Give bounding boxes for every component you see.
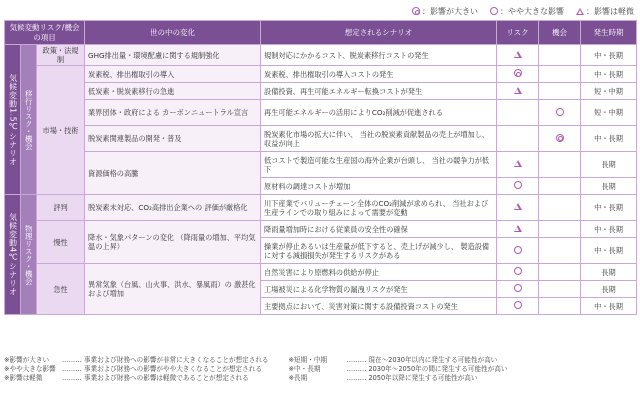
table-row <box>5 45 637 66</box>
double-circle-icon <box>412 7 420 15</box>
category-label: 慢性 <box>37 221 85 264</box>
circle-icon <box>514 267 522 275</box>
period-cell: 長期 <box>581 281 637 298</box>
change-cell: 降水・気象パターンの変化 （降雨量の増加、平均気温の上昇） <box>85 221 261 264</box>
group-label: 気候変動4℃シナリオ <box>5 195 21 315</box>
period-cell: 中・長期 <box>581 45 637 66</box>
risk-cell <box>497 298 539 315</box>
scenario-cell: 低コストで製造可能な生産国の海外企業が台頭し、 当社の競争力が低下 <box>261 152 497 178</box>
footnote-key: ※長期 <box>288 373 308 382</box>
legend-item-medium <box>490 6 564 17</box>
change-cell: 業界団体・政府による カーボンニュートラル宣言 <box>85 100 261 126</box>
risk-cell <box>497 221 539 238</box>
period-cell: 短・中期 <box>581 83 637 100</box>
footnote-text: ……… 現在〜2030年以内に発生する可能性が高い <box>346 356 498 364</box>
triangle-icon <box>514 203 522 210</box>
header-scenario: 想定されるシナリオ <box>261 21 497 45</box>
opportunity-cell <box>539 195 581 221</box>
risk-cell <box>497 238 539 264</box>
scenario-cell: 原材料の調達コストが増加 <box>261 178 497 195</box>
circle-icon <box>556 108 564 116</box>
triangle-icon <box>514 87 522 94</box>
opportunity-cell <box>539 45 581 66</box>
circle-icon <box>514 284 522 292</box>
risk-cell <box>497 126 539 152</box>
double-circle-icon <box>556 134 564 142</box>
header-item: 気候変動リスク/機会の項目 <box>5 21 85 45</box>
group-sublabel: 物理リスク・機会 <box>21 195 37 315</box>
change-cell: 炭素税、排出権取引の導入 <box>85 66 261 83</box>
change-cell: 低炭素・脱炭素移行の急進 <box>85 83 261 100</box>
period-cell: 中・長期 <box>581 126 637 152</box>
footnote-key: ※やや大きな影響 <box>4 364 56 373</box>
footnote-key: ※影響は軽微 <box>4 373 43 382</box>
opportunity-cell <box>539 100 581 126</box>
period-cell: 中・長期 <box>581 238 637 264</box>
scenario-cell: 炭素税、排出権取引の導入コストの発生 <box>261 66 497 83</box>
scenario-cell: 脱炭素化市場の拡大に伴い、 当社の脱炭素貢献製品の売上が増加し、収益が向上 <box>261 126 497 152</box>
footnote-key: ※影響が大きい <box>4 356 50 364</box>
change-cell: 脱炭素関連製品の開発・普及 <box>85 126 261 152</box>
scenario-cell: 川下産業でバリューチェーン全体のCO₂削減が求められ、 当社および生産ラインでの取り組みによって需要が変動 <box>261 195 497 221</box>
triangle-icon <box>514 51 522 58</box>
footnote-text: ……… 事業および財務への影響がやや大きくなることが想定される <box>62 364 262 373</box>
category-label: 急性 <box>37 264 85 315</box>
risk-cell <box>497 152 539 178</box>
risk-cell <box>497 178 539 195</box>
opportunity-cell <box>539 152 581 178</box>
opportunity-cell <box>539 238 581 264</box>
table-row <box>5 100 637 126</box>
risk-cell <box>497 264 539 281</box>
legend-label: ：影響は軽微 <box>586 6 634 16</box>
triangle-icon <box>514 225 522 232</box>
change-cell: GHG排出量・環境配慮に関する規制強化 <box>85 45 261 66</box>
triangle-icon <box>514 160 522 167</box>
category-label: 政策・法規制 <box>37 45 85 66</box>
table-row <box>5 195 637 221</box>
scenario-cell: 規制対応にかかるコスト、脱炭素移行コストの発生 <box>261 45 497 66</box>
footnote-text: ……… 事業および財務への影響は軽微であることが想定される <box>62 373 249 382</box>
table-row <box>5 66 637 83</box>
period-cell: 長期 <box>581 152 637 178</box>
legend-label: ：やや大きな影響 <box>500 6 564 16</box>
period-cell: 中・長期 <box>581 66 637 83</box>
footnote-text: ……… 2030年〜2050年の間に発生する可能性が高い <box>346 364 508 373</box>
scenario-cell: 自然災害により原燃料の供給が停止 <box>261 264 497 281</box>
scenario-cell: 主要拠点において、災害対策に関する設備投資コストの発生 <box>261 298 497 315</box>
footnote-key: ※中・長期 <box>288 364 321 373</box>
header-risk: リスク <box>497 21 539 45</box>
legend <box>412 4 634 18</box>
table-row <box>5 221 637 238</box>
opportunity-cell <box>539 83 581 100</box>
table-row <box>5 83 637 100</box>
footnotes-impact <box>4 356 269 383</box>
footnote <box>4 374 269 383</box>
scenario-cell: 工場被災による化学物質の漏洩リスクが発生 <box>261 281 497 298</box>
climate-risk-table <box>4 20 637 315</box>
header-opportunity: 機会 <box>539 21 581 45</box>
footnote-key: ※短期・中期 <box>288 356 328 364</box>
header-change: 世の中の変化 <box>85 21 261 45</box>
footnote-text: ……… 事業および財務への影響が非常に大きくなることが想定される <box>62 356 269 364</box>
opportunity-cell <box>539 178 581 195</box>
opportunity-cell <box>539 221 581 238</box>
legend-item-large <box>412 6 478 17</box>
legend-label: ：影響が大きい <box>422 6 478 16</box>
risk-cell <box>497 45 539 66</box>
change-cell: 資源価格の高騰 <box>85 152 261 195</box>
footnote <box>4 365 269 374</box>
circle-icon <box>514 181 522 189</box>
group-label: 気候変動1.5℃シナリオ <box>5 45 21 195</box>
circle-icon <box>514 246 522 254</box>
table-row <box>5 152 637 178</box>
opportunity-cell <box>539 264 581 281</box>
footnotes <box>4 356 636 383</box>
double-circle-icon <box>514 69 522 77</box>
scenario-cell: 降雨量増加時における従業員の安全性の確保 <box>261 221 497 238</box>
footnote <box>289 374 508 383</box>
opportunity-cell <box>539 281 581 298</box>
risk-cell <box>497 66 539 83</box>
period-cell: 長期 <box>581 178 637 195</box>
footnote-text: ……… 2050年以降に発生する可能性が高い <box>346 373 478 382</box>
circle-icon <box>490 7 498 15</box>
period-cell: 中・長期 <box>581 298 637 315</box>
triangle-icon <box>576 8 584 15</box>
scenario-cell: 再生可能エネルギーの活用によりCO₂削減が促進される <box>261 100 497 126</box>
legend-item-minor <box>576 6 634 17</box>
period-cell: 中・長期 <box>581 221 637 238</box>
footnote <box>289 356 508 365</box>
footnote <box>289 365 508 374</box>
category-label: 市場・技術 <box>37 66 85 195</box>
opportunity-cell <box>539 126 581 152</box>
scenario-cell: 操業が停止あるいは生産量が低下すると、売上げが減少し、 製造設備に対する減損損失が発生するリスクがある <box>261 238 497 264</box>
change-cell: 異常気象（台風、山火事、洪水、暴風雨）の 激甚化および増加 <box>85 264 261 315</box>
risk-cell <box>497 195 539 221</box>
opportunity-cell <box>539 66 581 83</box>
period-cell: 長期 <box>581 264 637 281</box>
category-label: 評判 <box>37 195 85 221</box>
table-row <box>5 126 637 152</box>
group-sublabel: 移行リスク・機会 <box>21 45 37 195</box>
risk-cell <box>497 281 539 298</box>
footnotes-period <box>289 356 508 383</box>
period-cell: 短・中期 <box>581 100 637 126</box>
risk-cell <box>497 83 539 100</box>
risk-cell <box>497 100 539 126</box>
circle-icon <box>514 301 522 309</box>
change-cell: 脱炭素未対応、CO₂高排出企業への 評価が厳格化 <box>85 195 261 221</box>
period-cell: 中・長期 <box>581 195 637 221</box>
header-period: 発生時期 <box>581 21 637 45</box>
scenario-cell: 設備投資、再生可能エネルギー転換コストが発生 <box>261 83 497 100</box>
footnote <box>4 356 269 365</box>
table-row <box>5 264 637 281</box>
opportunity-cell <box>539 298 581 315</box>
